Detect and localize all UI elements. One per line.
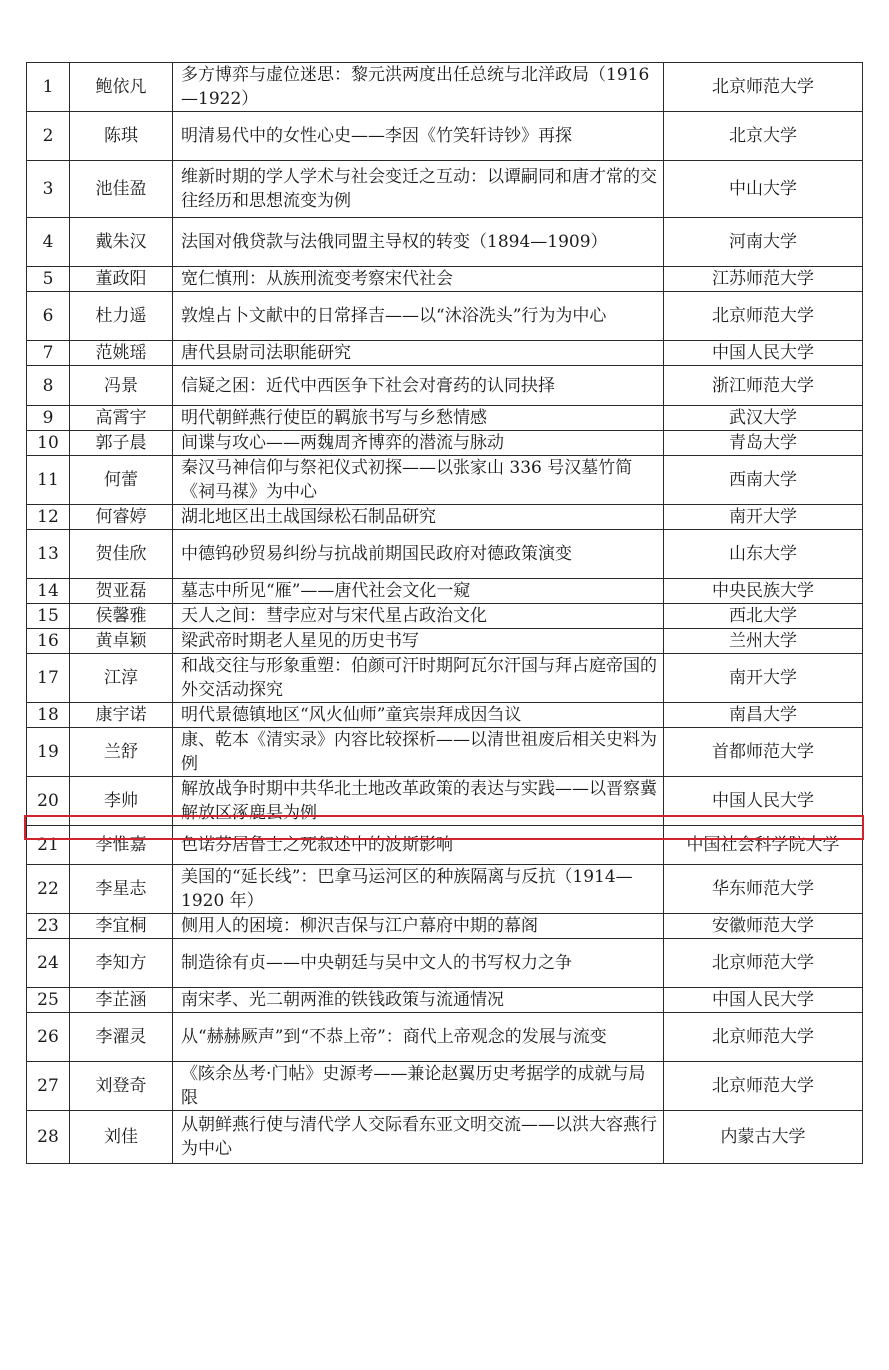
university-name: 南昌大学: [664, 703, 863, 728]
table-row: [27, 505, 863, 530]
university-name: 北京师范大学: [664, 292, 863, 341]
row-number: 24: [27, 939, 70, 988]
table-row: [27, 112, 863, 161]
university-name: 中国人民大学: [664, 341, 863, 366]
university-name: 内蒙古大学: [664, 1111, 863, 1164]
row-number: 16: [27, 629, 70, 654]
university-name: 华东师范大学: [664, 865, 863, 914]
author-name: 董政阳: [70, 267, 173, 292]
paper-title: 中德钨砂贸易纠纷与抗战前期国民政府对德政策演变: [173, 530, 664, 579]
paper-title: 《陔余丛考·门帖》史源考——兼论赵翼历史考据学的成就与局限: [173, 1062, 664, 1111]
table-row: [27, 728, 863, 777]
row-number: 19: [27, 728, 70, 777]
row-number: 12: [27, 505, 70, 530]
university-name: 青岛大学: [664, 431, 863, 456]
row-number: 25: [27, 988, 70, 1013]
row-number: 7: [27, 341, 70, 366]
paper-title: 从“赫赫厥声”到“不恭上帝”：商代上帝观念的发展与流变: [173, 1013, 664, 1062]
author-name: 黄卓颖: [70, 629, 173, 654]
table-row: [27, 939, 863, 988]
university-name: 北京师范大学: [664, 939, 863, 988]
paper-title: 信疑之困：近代中西医争下社会对膏药的认同抉择: [173, 366, 664, 406]
row-number: 22: [27, 865, 70, 914]
row-number: 15: [27, 604, 70, 629]
author-name: 贺佳欣: [70, 530, 173, 579]
author-name: 李芷涵: [70, 988, 173, 1013]
university-name: 河南大学: [664, 218, 863, 267]
author-name: 李濯灵: [70, 1013, 173, 1062]
paper-title: 制造徐有贞——中央朝廷与吴中文人的书写权力之争: [173, 939, 664, 988]
row-number: 17: [27, 654, 70, 703]
author-name: 侯馨雅: [70, 604, 173, 629]
table-row: [27, 865, 863, 914]
paper-title: 色诺芬居鲁士之死叙述中的波斯影响: [173, 826, 664, 865]
university-name: 兰州大学: [664, 629, 863, 654]
table-row: [27, 914, 863, 939]
university-name: 中山大学: [664, 161, 863, 218]
row-number: 23: [27, 914, 70, 939]
row-number: 6: [27, 292, 70, 341]
row-number: 21: [27, 826, 70, 865]
table-row: [27, 1062, 863, 1111]
author-name: 贺亚磊: [70, 579, 173, 604]
table-row: [27, 579, 863, 604]
table-row: [27, 292, 863, 341]
university-name: 南开大学: [664, 505, 863, 530]
row-number: 11: [27, 456, 70, 505]
table-row: [27, 1111, 863, 1164]
paper-title: 侧用人的困境：柳沢吉保与江户幕府中期的幕阁: [173, 914, 664, 939]
author-name: 李宜桐: [70, 914, 173, 939]
table-row: [27, 654, 863, 703]
author-name: 范姚瑶: [70, 341, 173, 366]
row-number: 3: [27, 161, 70, 218]
paper-title: 墓志中所见“雁”——唐代社会文化一窥: [173, 579, 664, 604]
university-name: 中国人民大学: [664, 777, 863, 826]
paper-title: 湖北地区出土战国绿松石制品研究: [173, 505, 664, 530]
university-name: 浙江师范大学: [664, 366, 863, 406]
table-row: [27, 530, 863, 579]
author-name: 李知方: [70, 939, 173, 988]
author-name: 何睿婷: [70, 505, 173, 530]
table-row: [27, 218, 863, 267]
university-name: 北京大学: [664, 112, 863, 161]
paper-title: 法国对俄贷款与法俄同盟主导权的转变（1894—1909）: [173, 218, 664, 267]
university-name: 首都师范大学: [664, 728, 863, 777]
row-number: 1: [27, 63, 70, 112]
table-row: [27, 161, 863, 218]
row-number: 10: [27, 431, 70, 456]
row-number: 2: [27, 112, 70, 161]
paper-title: 多方博弈与虚位迷思：黎元洪两度出任总统与北洋政局（1916—1922）: [173, 63, 664, 112]
university-name: 山东大学: [664, 530, 863, 579]
row-number: 9: [27, 406, 70, 431]
university-name: 北京师范大学: [664, 1062, 863, 1111]
table-row: [27, 267, 863, 292]
author-name: 刘登奇: [70, 1062, 173, 1111]
row-number: 28: [27, 1111, 70, 1164]
paper-title: 唐代县尉司法职能研究: [173, 341, 664, 366]
author-name: 池佳盈: [70, 161, 173, 218]
author-name: 江淳: [70, 654, 173, 703]
row-number: 8: [27, 366, 70, 406]
row-number: 14: [27, 579, 70, 604]
paper-title: 梁武帝时期老人星见的历史书写: [173, 629, 664, 654]
row-number: 5: [27, 267, 70, 292]
author-name: 杜力遥: [70, 292, 173, 341]
author-name: 康宇诺: [70, 703, 173, 728]
author-name: 高霄宇: [70, 406, 173, 431]
paper-title: 美国的“延长线”：巴拿马运河区的种族隔离与反抗（1914—1920 年）: [173, 865, 664, 914]
table-row: [27, 341, 863, 366]
author-name: 鲍依凡: [70, 63, 173, 112]
row-number: 27: [27, 1062, 70, 1111]
author-name: 李星志: [70, 865, 173, 914]
paper-title: 间谍与攻心——两魏周齐博弈的潜流与脉动: [173, 431, 664, 456]
row-number: 4: [27, 218, 70, 267]
university-name: 北京师范大学: [664, 1013, 863, 1062]
author-name: 冯景: [70, 366, 173, 406]
table-row: [27, 366, 863, 406]
table-row: [27, 406, 863, 431]
paper-title: 明清易代中的女性心史——李因《竹笑轩诗钞》再探: [173, 112, 664, 161]
university-name: 中国人民大学: [664, 988, 863, 1013]
paper-title: 宽仁慎刑：从族刑流变考察宋代社会: [173, 267, 664, 292]
awards-table: [26, 62, 863, 1164]
paper-title: 和战交往与形象重塑：伯颜可汗时期阿瓦尔汗国与拜占庭帝国的外交活动探究: [173, 654, 664, 703]
row-number: 20: [27, 777, 70, 826]
table-row: [27, 431, 863, 456]
paper-title: 秦汉马神信仰与祭祀仪式初探——以张家山 336 号汉墓竹简《祠马禖》为中心: [173, 456, 664, 505]
row-number: 18: [27, 703, 70, 728]
university-name: 北京师范大学: [664, 63, 863, 112]
table-row: [27, 63, 863, 112]
author-name: 刘佳: [70, 1111, 173, 1164]
table-row: [27, 604, 863, 629]
table-row: [27, 629, 863, 654]
paper-title: 康、乾本《清实录》内容比较探析——以清世祖废后相关史料为例: [173, 728, 664, 777]
university-name: 中央民族大学: [664, 579, 863, 604]
author-name: 李帅: [70, 777, 173, 826]
paper-title: 维新时期的学人学术与社会变迁之互动：以谭嗣同和唐才常的交往经历和思想流变为例: [173, 161, 664, 218]
table-row: [27, 1013, 863, 1062]
row-number: 26: [27, 1013, 70, 1062]
author-name: 兰舒: [70, 728, 173, 777]
paper-title: 从朝鲜燕行使与清代学人交际看东亚文明交流——以洪大容燕行为中心: [173, 1111, 664, 1164]
table-row: [27, 777, 863, 826]
author-name: 戴朱汉: [70, 218, 173, 267]
paper-title: 敦煌占卜文献中的日常择吉——以“沐浴洗头”行为为中心: [173, 292, 664, 341]
table-row: [27, 456, 863, 505]
author-name: 何蕾: [70, 456, 173, 505]
university-name: 武汉大学: [664, 406, 863, 431]
paper-title: 明代朝鲜燕行使臣的羁旅书写与乡愁情感: [173, 406, 664, 431]
author-name: 陈琪: [70, 112, 173, 161]
university-name: 西南大学: [664, 456, 863, 505]
university-name: 中国社会科学院大学: [664, 826, 863, 865]
table-body: [27, 63, 863, 1164]
author-name: 郭子晨: [70, 431, 173, 456]
paper-title: 解放战争时期中共华北土地改革政策的表达与实践——以晋察冀解放区涿鹿县为例: [173, 777, 664, 826]
table-row: [27, 988, 863, 1013]
paper-title: 明代景德镇地区“风火仙师”童宾崇拜成因刍议: [173, 703, 664, 728]
author-name: 李惟嘉: [70, 826, 173, 865]
university-name: 南开大学: [664, 654, 863, 703]
table-row: [27, 826, 863, 865]
university-name: 西北大学: [664, 604, 863, 629]
university-name: 安徽师范大学: [664, 914, 863, 939]
paper-title: 天人之间：彗孛应对与宋代星占政治文化: [173, 604, 664, 629]
university-name: 江苏师范大学: [664, 267, 863, 292]
table-row: [27, 703, 863, 728]
row-number: 13: [27, 530, 70, 579]
paper-title: 南宋孝、光二朝两淮的铁钱政策与流通情况: [173, 988, 664, 1013]
